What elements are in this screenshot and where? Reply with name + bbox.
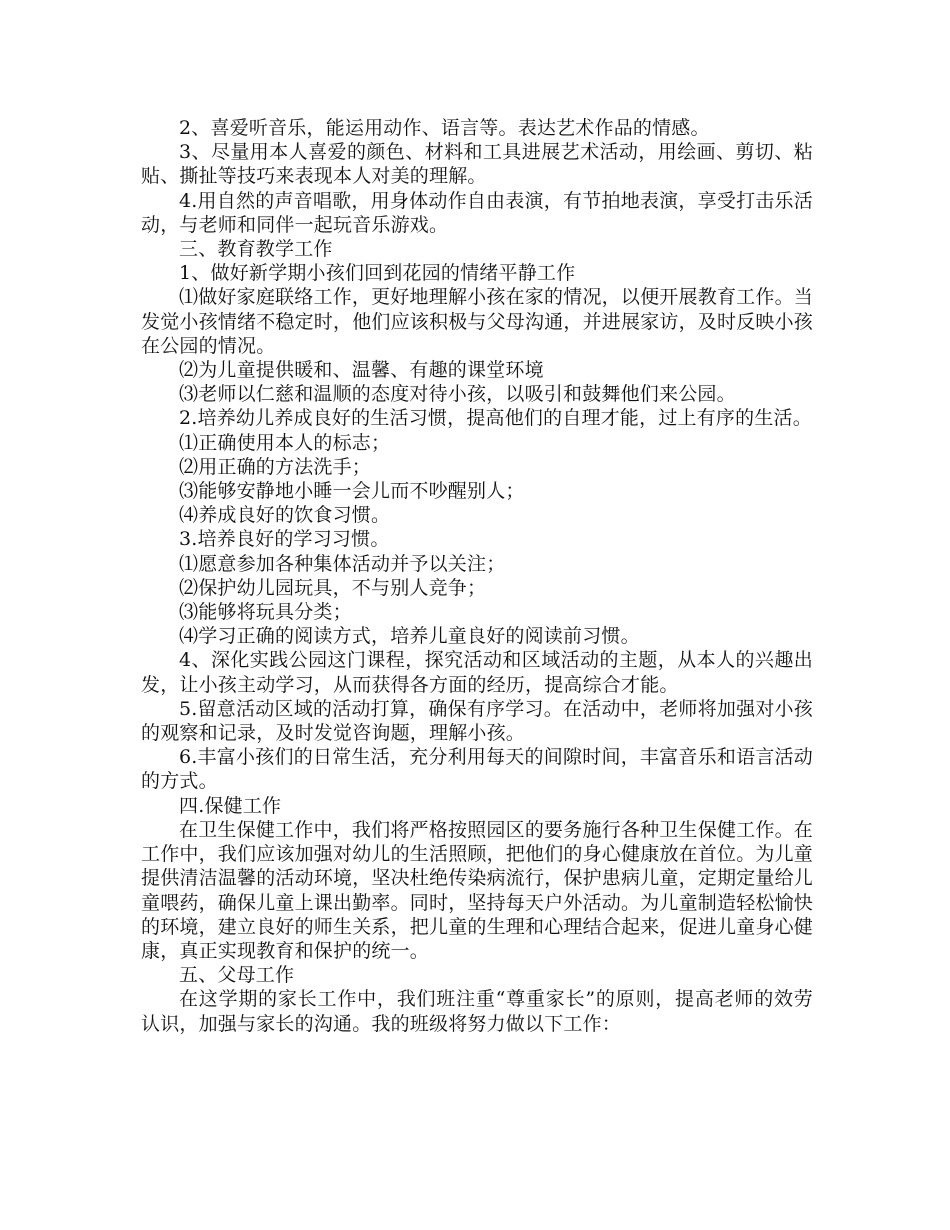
document-body bbox=[141, 116, 813, 1036]
list-item: ⑵为儿童提供暖和、温馨、有趣的课堂环境 bbox=[179, 359, 544, 382]
paragraph: 5.留意活动区域的活动打算，确保有序学习。在活动中，老师将加强对小孩的观察和记录，及时发觉咨询题，理解小孩。 bbox=[141, 697, 813, 745]
list-item: ⑶能够安静地小睡一会儿而不吵醒别人； bbox=[179, 480, 525, 503]
list-item: ⑴愿意参加各种集体活动并予以关注； bbox=[179, 552, 506, 575]
section-heading: 五、父母工作 bbox=[179, 964, 295, 987]
list-item: ⑷学习正确的阅读方式，培养儿童良好的阅读前习惯。 bbox=[179, 625, 640, 648]
list-item: ⑴正确使用本人的标志； bbox=[179, 431, 391, 454]
list-item: ⑷养成良好的饮食习惯。 bbox=[179, 504, 391, 527]
paragraph: 在卫生保健工作中，我们将严格按照园区的要务施行各种卫生保健工作。在工作中，我们应该加强对幼儿的生活照顾，把他们的身心健康放在首位。为儿童提供清洁温馨的活动环境，坚决杜绝传染病流行，保护患病儿童，定期定量给儿童喂药，确保儿童上课出勤率。同时，坚持每天户外活动。为儿童制造轻松愉快的环境，建立良好的师生关系，把儿童的生理和心理结合起来，促进儿童身心健康，真正实现教育和保护的统一。 bbox=[141, 818, 814, 962]
subsection-heading: 1、做好新学期小孩们回到花园的情绪平静工作 bbox=[179, 262, 576, 285]
paragraph: 在这学期的家长工作中，我们班注重“尊重家长”的原则，提高老师的效劳认识，加强与家长的沟通。我的班级将努力做以下工作： bbox=[141, 988, 813, 1035]
paragraph: 4、深化实践公园这门课程，探究活动和区域活动的主题，从本人的兴趣出发，让小孩主动学习，从而获得各方面的经历，提高综合才能。 bbox=[141, 649, 813, 696]
paragraph: 6.丰富小孩们的日常生活，充分利用每天的间隙时间，丰富音乐和语言活动的方式。 bbox=[141, 746, 813, 793]
list-item: ⑶老师以仁慈和温顺的态度对待小孩，以吸引和鼓舞他们来公园。 bbox=[179, 383, 736, 406]
paragraph: 2、喜爱听音乐，能运用动作、语言等。表达艺术作品的情感。 bbox=[179, 117, 710, 139]
subsection-heading: 2.培养幼儿养成良好的生活习惯，提高他们的自理才能，过上有序的生活。 bbox=[179, 407, 812, 430]
list-item: ⑴做好家庭联络工作，更好地理解小孩在家的情况，以便开展教育工作。当发觉小孩情绪不稳定时，他们应该积极与父母沟通，并进展家访，及时反映小孩在公园的情况。 bbox=[141, 286, 814, 357]
list-item: ⑵保护幼儿园玩具，不与别人竞争； bbox=[179, 576, 487, 599]
list-item: ⑵用正确的方法洗手； bbox=[179, 455, 372, 478]
subsection-heading: 3.培养良好的学习习惯。 bbox=[179, 528, 390, 551]
paragraph: 3、尽量用本人喜爱的颜色、材料和工具进展艺术活动，用绘画、剪切、粘贴、撕扯等技巧来表现本人对美的理解。 bbox=[141, 141, 813, 188]
section-heading: 四.保健工作 bbox=[179, 794, 282, 817]
paragraph: 4.用自然的声音唱歌，用身体动作自由表演，有节拍地表演，享受打击乐活动，与老师和同伴一起玩音乐游戏。 bbox=[141, 189, 813, 236]
list-item: ⑶能够将玩具分类； bbox=[179, 601, 352, 624]
section-heading: 三、教育教学工作 bbox=[179, 238, 333, 261]
